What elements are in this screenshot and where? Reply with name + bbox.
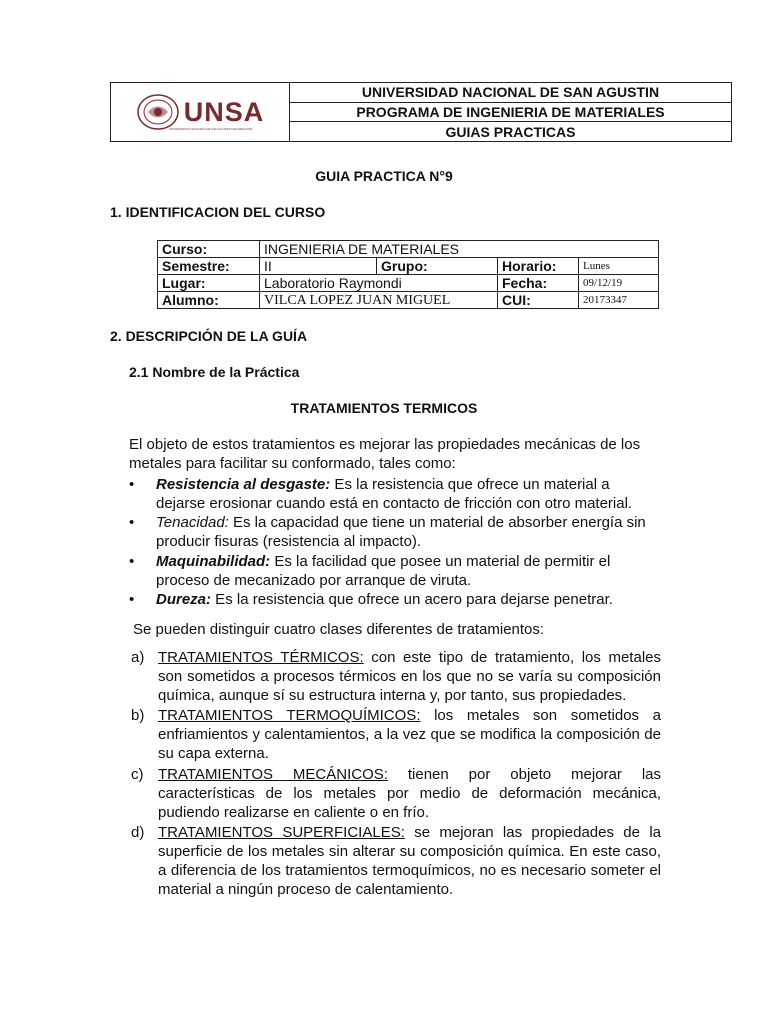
bullet-item (129, 590, 659, 609)
logo-text: UNSA (183, 96, 265, 127)
treatment-term: TRATAMIENTOS TERMOQUÍMICOS: (158, 707, 421, 724)
section-1-title: 1. IDENTIFICACION DEL CURSO (110, 204, 326, 220)
treatment-term: TRATAMIENTOS SUPERFICIALES: (158, 824, 405, 841)
bullet-item (129, 552, 659, 590)
treatment-text: se mejoran las propiedades de la superficie de los metales sin alterar su composición química. En este caso, a diferencia de los tratamientos termoquímicos, no es necesario someter el material a ningún proceso de calentamiento. (158, 824, 661, 898)
unsa-seal-icon (136, 93, 180, 131)
treatment-marker: c) (131, 766, 144, 783)
classes-intro: Se pueden distinguir cuatro clases diferentes de tratamientos: (133, 621, 545, 638)
bullet-term: Resistencia al desgaste: (156, 476, 331, 493)
bullet-dot: • (129, 476, 135, 493)
semestre-label: Semestre: (158, 258, 260, 275)
treatment-marker: d) (131, 824, 145, 841)
bullet-text: Es la resistencia que ofrece un material a dejarse erosionar cuando está en contacto de fricción con otro material. (156, 476, 633, 512)
lugar-value: Laboratorio Raymondi (260, 275, 498, 292)
treatment-item (131, 648, 661, 705)
bullet-text: Es la capacidad que tiene un material de absorber energía sin producir fisuras (resistencia al impacto). (156, 514, 646, 550)
header-program: PROGRAMA DE INGENIERIA DE MATERIALES (290, 103, 731, 123)
intro-line-2: metales para facilitar su conformado, tales como: (129, 455, 456, 472)
intro-paragraph (129, 435, 659, 473)
practice-name: TRATAMIENTOS TERMICOS (290, 400, 478, 416)
cui-value: 20173347 (579, 292, 659, 309)
treatment-term: TRATAMIENTOS TÉRMICOS: (158, 649, 364, 666)
bullet-dot: • (129, 553, 135, 570)
bullet-dot: • (129, 591, 135, 608)
course-id-table (157, 240, 659, 309)
bullet-term: Dureza: (156, 591, 212, 608)
alumno-value: VILCA LOPEZ JUAN MIGUEL (260, 292, 498, 309)
bullet-term: Tenacidad: (156, 514, 229, 531)
section-2-1-title: 2.1 Nombre de la Práctica (129, 364, 300, 380)
curso-value: INGENIERIA DE MATERIALES (260, 241, 659, 258)
fecha-value: 09/12/19 (579, 275, 659, 292)
grupo-label: Grupo: (377, 258, 498, 275)
header-guides: GUIAS PRACTICAS (445, 123, 576, 140)
unsa-logo (111, 83, 290, 141)
treatment-text: tienen por objeto mejorar las características de los metales por medio de deformación mecánica, pudiendo realizarse en caliente o en frío. (158, 766, 661, 821)
horario-value: Lunes (579, 258, 659, 275)
bullet-text: Es la facilidad que posee un material de permitir el proceso de mecanizado por arranque de viruta. (156, 553, 611, 589)
bullet-dot: • (129, 514, 135, 531)
treatment-text: con este tipo de tratamiento, los metales son sometidos a procesos térmicos en los que no se varía su composición química, aunque sí su estructura interna y, por tanto, sus propiedades. (158, 649, 661, 704)
lugar-label: Lugar: (158, 275, 260, 292)
semestre-value: II (260, 258, 377, 275)
treatment-item (131, 765, 661, 822)
header-university: UNIVERSIDAD NACIONAL DE SAN AGUSTIN (290, 83, 731, 103)
intro-line-1: El objeto de estos tratamientos es mejorar las propiedades mecánicas de los (129, 436, 641, 453)
curso-label: Curso: (158, 241, 260, 258)
bullet-item (129, 513, 659, 551)
treatment-term: TRATAMIENTOS MECÁNICOS: (158, 766, 388, 783)
logo-subtext: UNIVERSIDAD NACIONAL DE SAN AGUSTIN DE AREQUIPA (169, 127, 253, 131)
bullet-item (129, 475, 659, 513)
treatment-item (131, 706, 661, 763)
bullet-text: Es la resistencia que ofrece un acero para dejarse penetrar. (211, 591, 613, 608)
section-2-title: 2. DESCRIPCIÓN DE LA GUÍA (110, 328, 308, 344)
alumno-label: Alumno: (158, 292, 260, 309)
treatment-text: los metales son sometidos a enfriamientos y calentamientos, a la vez que se modifica la composición de su capa externa. (158, 707, 661, 762)
treatment-marker: b) (131, 707, 145, 724)
treatment-marker: a) (131, 649, 145, 666)
header-table (110, 82, 732, 142)
doc-title: GUIA PRACTICA N°9 (315, 168, 453, 184)
treatment-item (131, 823, 661, 899)
fecha-label: Fecha: (498, 275, 579, 292)
bullet-term: Maquinabilidad: (156, 553, 271, 570)
horario-label: Horario: (498, 258, 579, 275)
cui-label: CUI: (498, 292, 579, 309)
